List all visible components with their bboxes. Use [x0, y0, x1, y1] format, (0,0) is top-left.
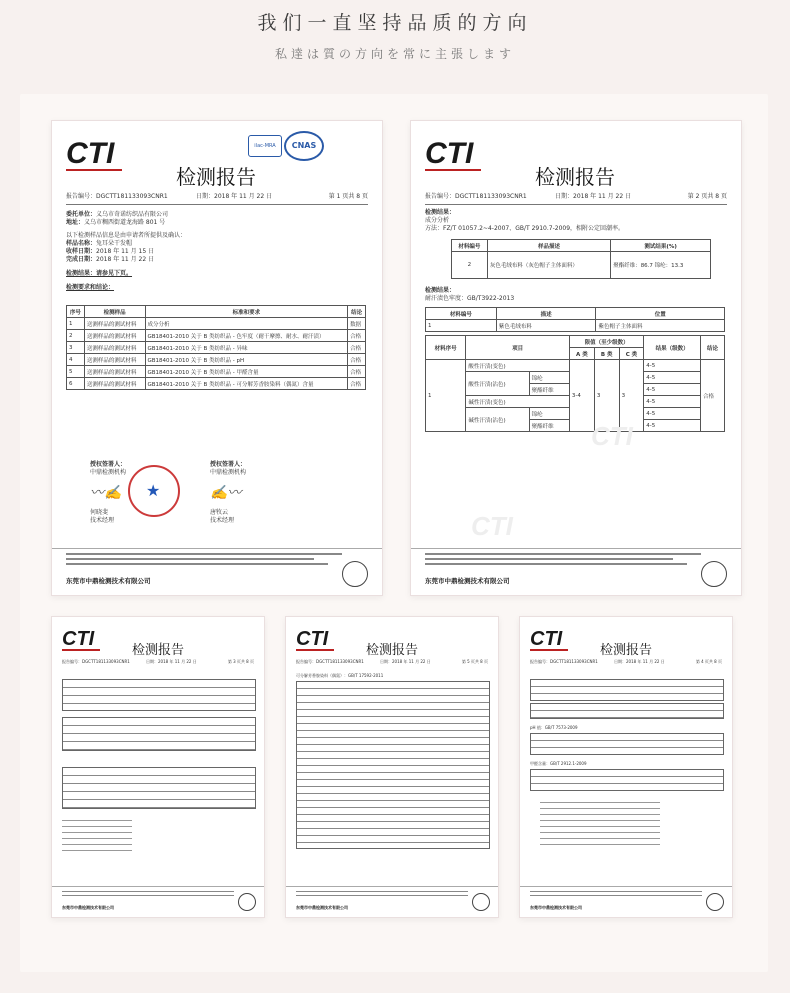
sample-name: 兔耳朵干发帽	[96, 240, 133, 247]
table-row	[452, 252, 711, 279]
footer-company: 东莞市中鼎检测技术有限公司	[62, 905, 114, 910]
col-header: 标准和要求	[145, 306, 348, 318]
cell: 4-5	[644, 396, 701, 408]
cell: 送测样品的测试材料	[84, 378, 145, 390]
col-header: 位置	[596, 308, 725, 320]
footer-seal-icon	[706, 893, 724, 911]
report-title: 检测报告	[535, 165, 615, 189]
table-row	[67, 342, 366, 354]
cell: 送测样品的测试材料	[84, 330, 145, 342]
cnas-badge: CNAS	[284, 131, 324, 161]
summary-label: 检测要求和结论：	[66, 284, 115, 291]
page-subtitle: 私達は質の方向を常に主張します	[274, 47, 515, 61]
report-number: 报告编号：DGCTT181133093CNR1	[530, 659, 598, 664]
received-label: 收样日期：	[66, 248, 97, 255]
report-number: 报告编号：DGCTT181133093CNR1	[425, 193, 527, 200]
table-block	[62, 717, 256, 751]
divider	[66, 204, 368, 205]
received-date: 2018 年 11 月 15 日	[96, 248, 155, 255]
cell: 1	[426, 360, 466, 432]
azo-table	[296, 681, 490, 849]
cell: 4-5	[644, 360, 701, 372]
table-block	[530, 769, 724, 791]
logo-text: CTI	[425, 137, 474, 170]
cell: GB18401-2010 关于 B 类纺织品 - 异味	[145, 342, 348, 354]
client-name: 义乌市奇诺纺织品有限公司	[96, 211, 169, 218]
signer1-org: 中鼎检测机构	[90, 469, 127, 476]
report-title: 检测报告	[366, 643, 419, 658]
cell: 紫色帽子主体面料	[596, 320, 725, 332]
signer2-signature: ✍〰	[210, 485, 242, 501]
col-header: 结果（级数）	[644, 336, 701, 360]
cell: 合格	[348, 342, 366, 354]
cell: 合格	[348, 330, 366, 342]
footer-seal-icon	[472, 893, 490, 911]
table-row	[67, 378, 366, 390]
page-title: 我们一直坚持品质的方向	[257, 12, 533, 34]
client-address: 义乌市稠西街道龙海路 801 号	[84, 219, 166, 226]
client-label: 委托单位：	[66, 211, 97, 218]
col-header: 结论	[701, 336, 725, 360]
cell: 合格	[348, 366, 366, 378]
ph-method: pH 值：GB/T 7573-2009	[530, 725, 578, 730]
report-title: 检测报告	[600, 643, 653, 658]
cell: 2	[67, 330, 85, 342]
cell: 送测样品的测试材料	[84, 366, 145, 378]
table-row	[426, 320, 725, 332]
table-block	[62, 767, 256, 809]
footer-fineprint	[296, 891, 468, 899]
col-header: A 类	[569, 348, 594, 360]
col-header: 项目	[466, 336, 570, 360]
report-page-num: 第 3 页共 8 页	[227, 659, 254, 664]
notes-block	[62, 815, 132, 855]
cell: 送测样品的测试材料	[84, 318, 145, 330]
table-block	[530, 703, 724, 719]
signer2-role: 技术经理	[210, 517, 235, 524]
cell: GB18401-2010 关于 B 类纺织品 - 甲醛含量	[145, 366, 348, 378]
footer-seal-icon	[238, 893, 256, 911]
footer-company: 东莞市中鼎检测技术有限公司	[530, 905, 582, 910]
cell: 合格	[348, 354, 366, 366]
cell: 送测样品的测试材料	[84, 342, 145, 354]
col-header: 序号	[67, 306, 85, 318]
report-footer	[52, 886, 264, 917]
footer-seal-icon	[701, 561, 727, 587]
report-page-num: 第 4 页共 8 页	[695, 659, 722, 664]
cell: 碱性汗渍(沾色)	[466, 408, 529, 432]
cell: 4-5	[644, 408, 701, 420]
report-date: 日期：2018 年 11 月 22 日	[614, 659, 665, 664]
table-block	[530, 679, 724, 701]
col-header: 材料编号	[426, 308, 497, 320]
report-footer	[52, 548, 382, 595]
report-page-num: 第 1 页共 8 页	[328, 193, 368, 200]
logo-text: CTI	[66, 137, 115, 170]
signer1-name: 何晓斐	[90, 509, 109, 516]
notes-block	[540, 797, 660, 847]
cti-logo	[62, 629, 100, 651]
footer-company: 东莞市中鼎检测技术有限公司	[66, 577, 151, 585]
cell: 4-5	[644, 420, 701, 432]
cell: 4	[67, 354, 85, 366]
cell: 聚酯纤维	[529, 420, 569, 432]
cell: 锦纶	[529, 408, 569, 420]
report-page-5[interactable]	[519, 616, 733, 918]
composition-table	[451, 239, 711, 279]
cell: 6	[67, 378, 85, 390]
footer-seal-icon	[342, 561, 368, 587]
col-header: C 类	[619, 348, 644, 360]
cell: GB18401-2010 关于 B 类纺织品 - 色牢度（耐干摩擦、耐水、耐汗渍）	[145, 330, 348, 342]
report-page-2[interactable]	[410, 120, 742, 596]
sample-label: 样品名称：	[66, 240, 97, 247]
cell: 3	[594, 360, 619, 432]
report-footer	[286, 886, 498, 917]
table-row	[67, 354, 366, 366]
col-header: 测试结果(%)	[611, 240, 711, 252]
cell: 碱性汗渍(变色)	[466, 396, 570, 408]
cell: 1	[67, 318, 85, 330]
col-header: 材料编号	[452, 240, 488, 252]
cti-logo	[425, 139, 481, 171]
watermark: CTI	[471, 511, 513, 541]
table-block	[530, 733, 724, 755]
table-row	[67, 366, 366, 378]
completed-label: 完成日期：	[66, 256, 97, 263]
cell: 成分分析	[145, 318, 348, 330]
cell: GB18401-2010 关于 B 类纺织品 - 可分解芳香胺染料（偶氮）含量	[145, 378, 348, 390]
col-header: 检测样品	[84, 306, 145, 318]
reports-panel	[20, 94, 768, 972]
report-title: 检测报告	[132, 643, 185, 658]
report-date: 日期：2018 年 11 月 22 日	[380, 659, 431, 664]
footer-fineprint	[530, 891, 702, 899]
cell: 合格	[348, 378, 366, 390]
section-sub: 成分分析	[425, 217, 450, 224]
cell: 4-5	[644, 372, 701, 384]
address-label: 地址：	[66, 219, 85, 226]
material-table	[425, 307, 725, 332]
report-page-num: 第 2 页共 8 页	[687, 193, 727, 200]
cell: 5	[67, 366, 85, 378]
cti-logo	[66, 139, 122, 171]
report-page-4[interactable]	[285, 616, 499, 918]
cell: GB18401-2010 关于 B 类纺织品 - pH	[145, 354, 348, 366]
cell: 锦纶	[529, 372, 569, 384]
signer2-org: 中鼎检测机构	[210, 469, 247, 476]
table-row	[67, 318, 366, 330]
divider	[425, 204, 727, 205]
signer2-name: 唐牧云	[210, 509, 229, 516]
section-title: 检测结果：	[425, 287, 456, 294]
formaldehyde-method: 甲醛含量：GB/T 2912.1-2009	[530, 761, 587, 766]
cell: 酸性汗渍(沾色)	[466, 372, 529, 396]
cell: 数据	[348, 318, 366, 330]
report-page-num: 第 5 页共 8 页	[461, 659, 488, 664]
col-header: 描述	[496, 308, 596, 320]
cell: 3	[619, 360, 644, 432]
cell: 2	[452, 252, 488, 279]
table-block	[62, 679, 256, 711]
cell: 酸性汗渍(变色)	[466, 360, 570, 372]
cti-logo	[296, 629, 334, 651]
col-header: 材料序号	[426, 336, 466, 360]
logo-text: CTI	[530, 628, 563, 650]
section-title: 检测结果：	[425, 209, 456, 216]
col-header: B 类	[594, 348, 619, 360]
completed-date: 2018 年 11 月 22 日	[96, 256, 155, 263]
report-title: 检测报告	[176, 165, 256, 189]
report-page-3[interactable]	[51, 616, 265, 918]
report-number: 报告编号：DGCTT181133093CNR1	[66, 193, 168, 200]
report-page-1[interactable]	[51, 120, 383, 596]
sample-note: 以下检测样品信息是由申请者所提供及确认：	[66, 232, 187, 239]
logo-text: CTI	[296, 628, 329, 650]
cell: 3-4	[569, 360, 594, 432]
footer-fineprint	[425, 553, 701, 568]
fastness-table	[425, 335, 725, 432]
method-text: 可分解芳香胺染料（偶氮）：GB/T 17592-2011	[296, 673, 384, 678]
table-row	[67, 330, 366, 342]
footer-fineprint	[66, 553, 342, 568]
watermark: CTI	[591, 421, 633, 451]
ilac-badge: ilac-MRA	[248, 135, 282, 157]
logo-text: CTI	[62, 628, 95, 650]
report-number: 报告编号：DGCTT181133093CNR1	[62, 659, 130, 664]
report-number: 报告编号：DGCTT181133093CNR1	[296, 659, 364, 664]
company-seal: ★	[128, 465, 180, 517]
cti-logo	[530, 629, 568, 651]
footer-company: 东莞市中鼎检测技术有限公司	[296, 905, 348, 910]
cell: 1	[426, 320, 497, 332]
signer1-title: 授权签署人：	[90, 461, 127, 468]
cell: 灰色毛绒布料（灰色帽子主体面料）	[487, 252, 610, 279]
page-header	[0, 0, 790, 90]
report-footer	[411, 548, 741, 595]
cell: 紫色毛绒布料	[496, 320, 596, 332]
col-header: 样品描述	[487, 240, 610, 252]
col-header: 结论	[348, 306, 366, 318]
cell: 送测样品的测试材料	[84, 354, 145, 366]
col-header: 限值（至少级数）	[569, 336, 643, 348]
report-date: 日期：2018 年 11 月 22 日	[196, 193, 273, 200]
report-date: 日期：2018 年 11 月 22 日	[555, 193, 632, 200]
footer-fineprint	[62, 891, 234, 899]
method-text: 耐汗渍色牢度：GB/T3922-2013	[425, 295, 515, 302]
cell: 合格	[701, 360, 725, 432]
signer1-signature: 〰✍	[90, 485, 122, 501]
footer-company: 东莞市中鼎检测技术有限公司	[425, 577, 510, 585]
cell: 4-5	[644, 384, 701, 396]
cell: 3	[67, 342, 85, 354]
signer2-title: 授权签署人：	[210, 461, 247, 468]
cell: 聚酯纤维：86.7 锦纶：13.3	[611, 252, 711, 279]
report-footer	[520, 886, 732, 917]
summary-table	[66, 305, 366, 390]
cell: 聚酯纤维	[529, 384, 569, 396]
method-text: 方法：FZ/T 01057.2~4-2007、GB/T 2910.7-2009，相附公定回潮率。	[425, 225, 625, 232]
table-row	[426, 360, 725, 372]
result-note: 检测结果：请参见下页。	[66, 270, 133, 277]
report-date: 日期：2018 年 11 月 22 日	[146, 659, 197, 664]
signer1-role: 技术经理	[90, 517, 115, 524]
